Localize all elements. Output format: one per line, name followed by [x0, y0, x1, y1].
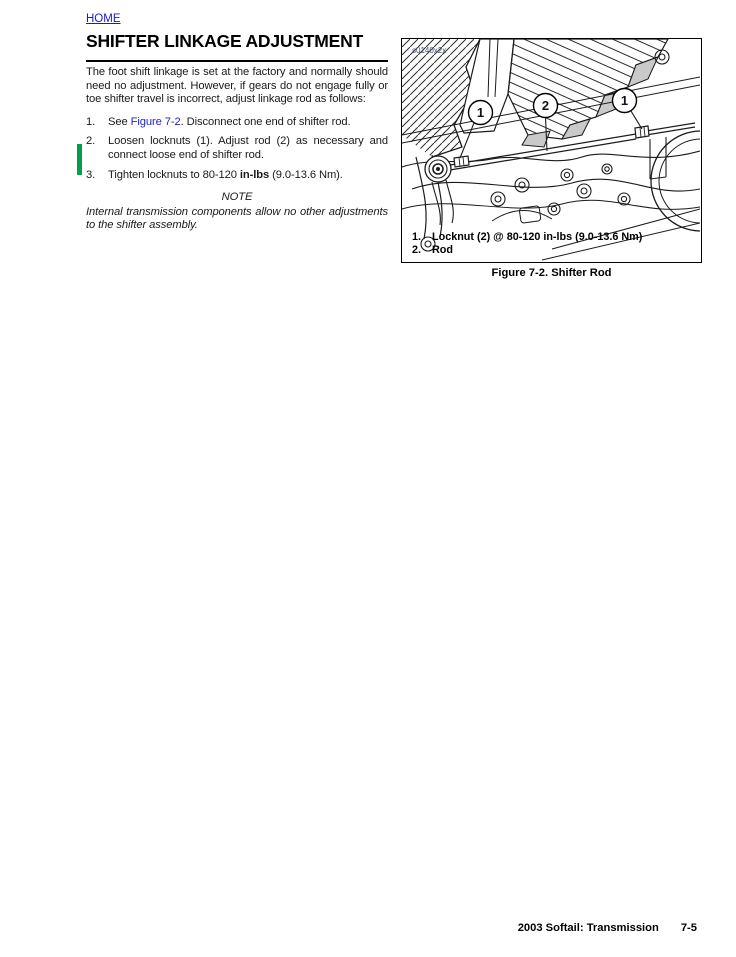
- legend-row-2: [412, 244, 697, 257]
- note-label: NOTE: [221, 191, 253, 204]
- step-1-number: 1.: [86, 115, 96, 128]
- step-3-text: [108, 169, 388, 183]
- step-3-torque-unit: in-lbs: [239, 168, 270, 181]
- step-2-text: Loosen locknuts (1). Adjust rod (2) as necessary and connect loose end of shifter rod.: [108, 135, 388, 161]
- step-1-post: . Disconnect one end of shifter rod.: [180, 115, 351, 128]
- locknut-right: [635, 126, 649, 138]
- intro-paragraph: The foot shift linkage is set at the factory and normally should need no adjustment. However, if gears do not engage fully or toe shifter travel is incorrect, adjust linkage rod as follows:: [86, 66, 388, 106]
- step-3-post: (9.0-13.6 Nm).: [269, 168, 343, 181]
- legend-2-number: 2.: [412, 244, 422, 256]
- home-link[interactable]: HOME: [86, 13, 121, 25]
- revision-change-bar: [77, 144, 82, 175]
- text-column: [86, 66, 388, 233]
- step-3-number: 3.: [86, 168, 96, 181]
- note-text: Internal transmission components allow no other adjustments to the shifter assembly.: [86, 205, 388, 232]
- figure-7-2-link[interactable]: Figure 7-2: [130, 115, 181, 128]
- footer-page-number: 7-5: [680, 922, 697, 934]
- page-title: SHIFTER LINKAGE ADJUSTMENT: [86, 31, 364, 51]
- locknut-left: [454, 156, 469, 167]
- step-2-number: 2.: [86, 135, 96, 148]
- step-1-pre: See: [108, 115, 131, 128]
- figure-legend: [412, 231, 697, 257]
- page-footer: [518, 922, 697, 934]
- legend-1-text: Locknut (2) @ 80-120 in-lbs (9.0-13.6 Nm): [432, 231, 643, 243]
- step-3-pre: Tighten locknuts to 80-120: [108, 168, 240, 181]
- callout-1-left-label: 1: [476, 105, 485, 120]
- callout-1-right-label: 1: [620, 93, 629, 108]
- legend-row-1: [412, 231, 697, 244]
- title-divider: [86, 60, 388, 62]
- step-1: [86, 116, 388, 130]
- figure-image-id: s0140x2x: [412, 46, 447, 55]
- step-1-text: [108, 116, 388, 130]
- footer-chapter-title: 2003 Softail: Transmission: [517, 922, 659, 934]
- step-3: [86, 169, 388, 183]
- legend-2-text: Rod: [432, 244, 453, 256]
- shifter-rod-illustration: [402, 39, 700, 261]
- step-2: [86, 135, 388, 162]
- callout-2-label: 2: [541, 98, 550, 113]
- legend-1-number: 1.: [412, 231, 422, 243]
- figure-caption: Figure 7-2. Shifter Rod: [491, 267, 612, 279]
- figure-7-2: [401, 38, 702, 263]
